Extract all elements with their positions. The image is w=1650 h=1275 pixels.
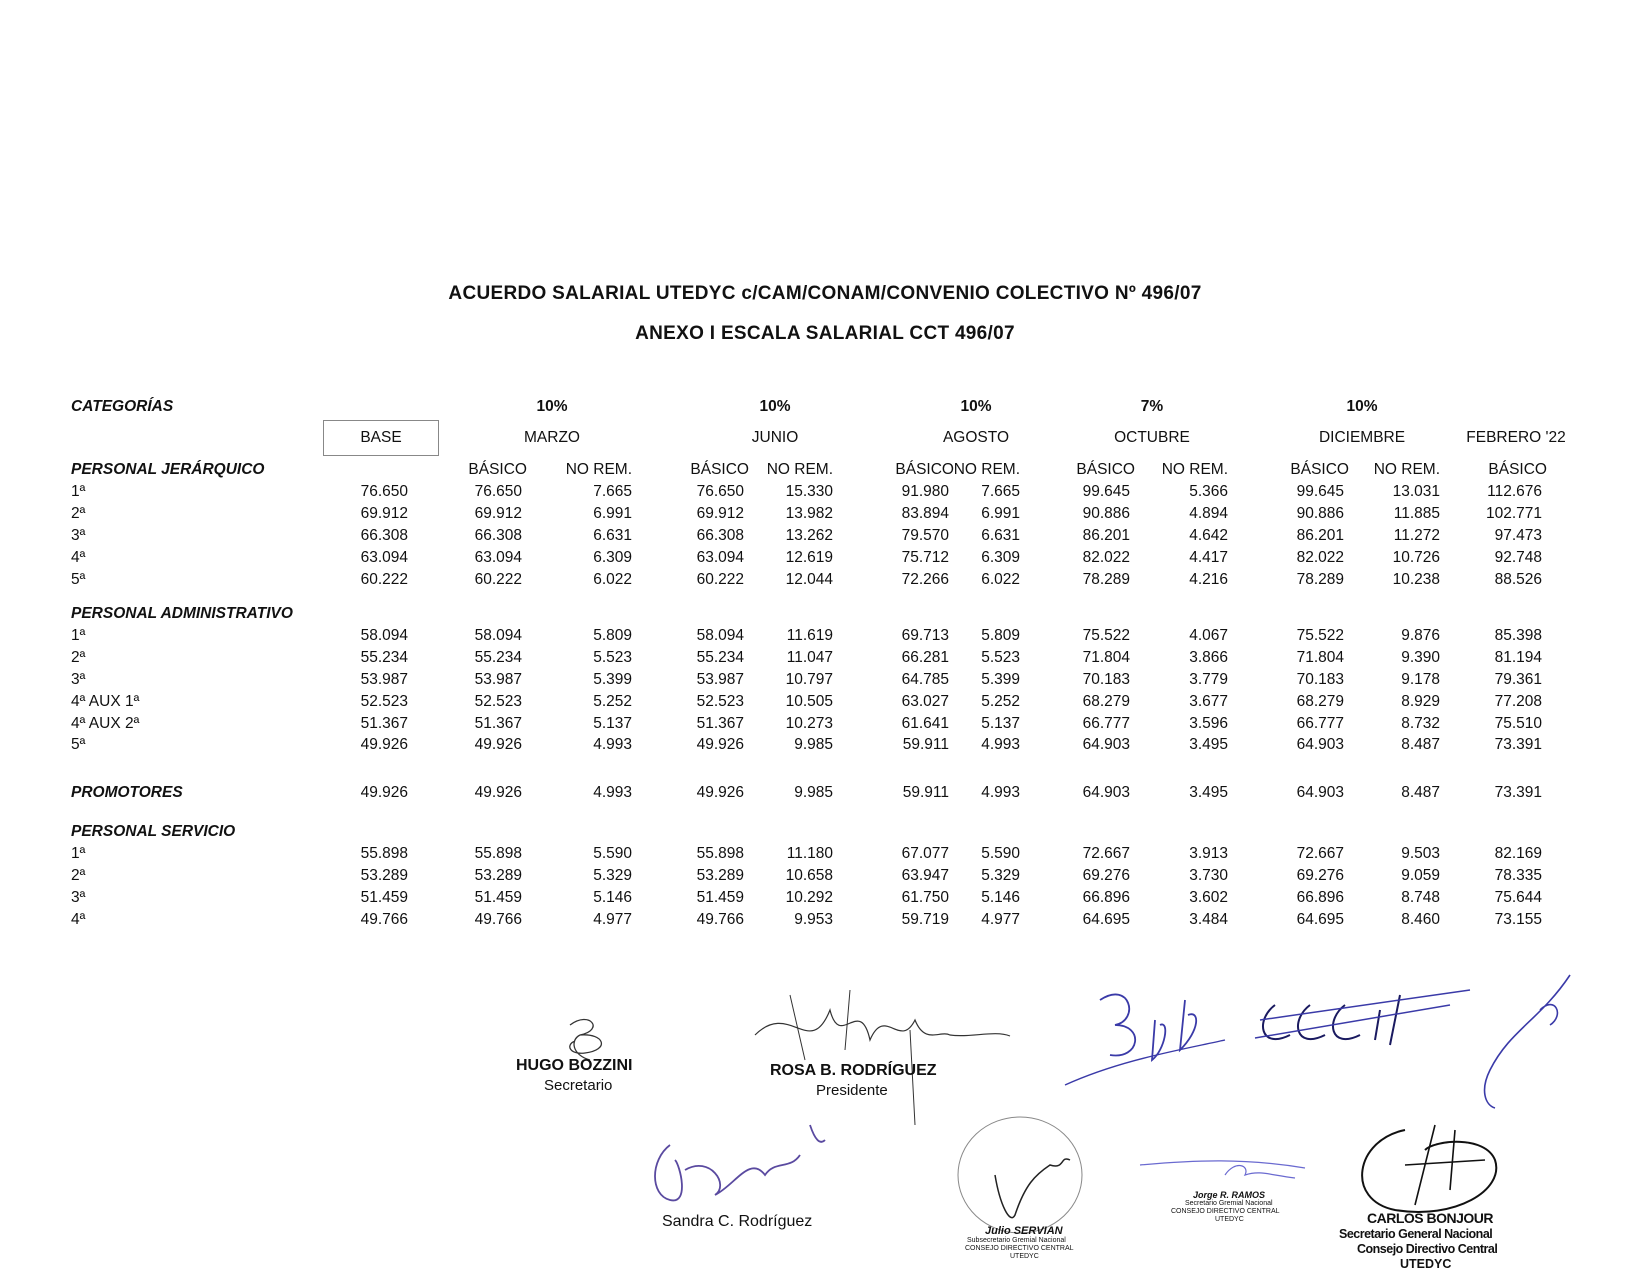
salary-value: 49.926	[696, 736, 744, 753]
salary-value: 66.308	[474, 527, 522, 544]
salary-value: 10.505	[785, 693, 833, 710]
salary-value: 75.644	[1494, 889, 1542, 906]
page-subtitle: ANEXO I ESCALA SALARIAL CCT 496/07	[635, 323, 1015, 344]
salary-value: 92.748	[1494, 549, 1542, 566]
salary-value: 51.367	[360, 715, 408, 732]
salary-value: 77.208	[1494, 693, 1542, 710]
salary-value: 4.417	[1189, 549, 1228, 566]
salary-value: 3.495	[1189, 736, 1228, 753]
signature-scribble-icon	[1345, 1120, 1525, 1220]
salary-value: 6.631	[981, 527, 1020, 544]
section-title: PERSONAL SERVICIO	[71, 823, 236, 840]
category-label: 4ª	[71, 911, 86, 928]
salary-value: 6.309	[981, 549, 1020, 566]
salary-value: 5.399	[593, 671, 632, 688]
salary-value: 99.645	[1082, 483, 1130, 500]
salary-value: 66.896	[1296, 889, 1344, 906]
signature-scribble-icon	[1250, 980, 1480, 1060]
salary-value: 3.913	[1189, 845, 1228, 862]
salary-value: 68.279	[1296, 693, 1344, 710]
salary-value: 10.273	[785, 715, 833, 732]
salary-value: 11.619	[786, 627, 833, 644]
basico-column-header: BÁSICO	[468, 461, 527, 478]
no-rem-column-header: NO REM.	[953, 461, 1020, 478]
salary-value: 90.886	[1082, 505, 1130, 522]
basico-column-header: BÁSICO	[1488, 461, 1547, 478]
salary-value: 55.898	[360, 845, 408, 862]
salary-value: 9.390	[1401, 649, 1440, 666]
salary-value: 8.929	[1401, 693, 1440, 710]
month-header: JUNIO	[751, 429, 799, 446]
signer-org2: UTEDYC	[1010, 1253, 1039, 1260]
salary-value: 75.712	[901, 549, 949, 566]
signer-role: Subsecretario Gremial Nacional	[967, 1237, 1066, 1244]
signature-scribble-icon	[1135, 1150, 1320, 1190]
salary-value: 6.631	[593, 527, 632, 544]
salary-value: 49.926	[474, 784, 522, 801]
signer-role: Secretario	[544, 1077, 613, 1094]
salary-value: 61.750	[901, 889, 949, 906]
category-label: 4ª AUX 2ª	[71, 715, 140, 732]
salary-value: 49.766	[474, 911, 522, 928]
salary-value: 66.777	[1082, 715, 1130, 732]
signer-name: CARLOS BONJOUR	[1367, 1210, 1494, 1226]
salary-value: 59.911	[902, 784, 949, 801]
salary-value: 3.596	[1189, 715, 1228, 732]
salary-value: 5.329	[593, 867, 632, 884]
salary-value: 10.797	[785, 671, 833, 688]
salary-value: 69.276	[1082, 867, 1130, 884]
salary-value: 53.289	[474, 867, 522, 884]
category-label: 2ª	[71, 505, 86, 522]
salary-value: 97.473	[1494, 527, 1542, 544]
salary-value: 63.094	[696, 549, 744, 566]
salary-value: 49.926	[696, 784, 744, 801]
salary-value: 55.234	[474, 649, 522, 666]
salary-value: 5.329	[981, 867, 1020, 884]
signer-role: Presidente	[816, 1082, 888, 1099]
salary-value: 4.993	[593, 736, 632, 753]
salary-value: 5.523	[593, 649, 632, 666]
salary-value: 7.665	[593, 483, 632, 500]
salary-value: 5.399	[981, 671, 1020, 688]
salary-value: 11.885	[1393, 505, 1440, 522]
salary-value: 9.503	[1401, 845, 1440, 862]
section-title: PERSONAL ADMINISTRATIVO	[71, 605, 293, 622]
basico-column-header: BÁSICO	[1076, 461, 1135, 478]
salary-value: 5.252	[593, 693, 632, 710]
month-header: FEBRERO '22	[1466, 429, 1566, 446]
signer-name: Julio SERVIAN	[985, 1225, 1063, 1237]
salary-value: 5.809	[593, 627, 632, 644]
increase-percent: 7%	[1140, 398, 1164, 415]
salary-value: 83.894	[901, 505, 949, 522]
salary-value: 73.391	[1494, 784, 1542, 801]
salary-value: 11.272	[1393, 527, 1440, 544]
salary-value: 64.695	[1082, 911, 1130, 928]
salary-value: 60.222	[360, 571, 408, 588]
signature-crossed-initials	[1250, 980, 1480, 1060]
salary-value: 52.523	[696, 693, 744, 710]
salary-value: 69.912	[360, 505, 408, 522]
salary-value: 49.926	[360, 784, 408, 801]
salary-value: 5.523	[981, 649, 1020, 666]
salary-value: 53.987	[360, 671, 408, 688]
signer-org: CONSEJO DIRECTIVO CENTRAL	[965, 1245, 1074, 1252]
increase-percent: 10%	[759, 398, 791, 415]
month-header: OCTUBRE	[1114, 429, 1190, 446]
salary-value: 102.771	[1485, 505, 1542, 522]
signer-role: Secretario Gremial Nacional	[1185, 1200, 1273, 1207]
salary-value: 112.676	[1487, 483, 1542, 500]
salary-value: 51.367	[474, 715, 522, 732]
salary-value: 5.137	[593, 715, 632, 732]
salary-value: 58.094	[696, 627, 744, 644]
no-rem-column-header: NO REM.	[1161, 461, 1228, 478]
salary-value: 8.732	[1401, 715, 1440, 732]
category-label: 5ª	[71, 736, 86, 753]
salary-value: 8.460	[1401, 911, 1440, 928]
salary-value: 70.183	[1082, 671, 1130, 688]
salary-value: 64.903	[1082, 736, 1130, 753]
salary-value: 51.367	[696, 715, 744, 732]
category-label: 3ª	[71, 889, 86, 906]
salary-value: 73.155	[1494, 911, 1542, 928]
salary-value: 64.785	[901, 671, 949, 688]
signer-org: Consejo Directivo Central	[1357, 1242, 1498, 1256]
signer-org: CONSEJO DIRECTIVO CENTRAL	[1171, 1208, 1280, 1215]
salary-value: 79.570	[901, 527, 949, 544]
no-rem-column-header: NO REM.	[766, 461, 833, 478]
salary-value: 63.947	[901, 867, 949, 884]
salary-value: 76.650	[360, 483, 408, 500]
salary-value: 10.292	[785, 889, 833, 906]
salary-value: 9.985	[794, 736, 833, 753]
salary-value: 9.953	[794, 911, 833, 928]
salary-value: 4.977	[981, 911, 1020, 928]
salary-value: 86.201	[1082, 527, 1130, 544]
salary-value: 13.982	[785, 505, 833, 522]
salary-value: 53.987	[474, 671, 522, 688]
salary-value: 3.779	[1189, 671, 1228, 688]
salary-value: 49.766	[696, 911, 744, 928]
no-rem-column-header: NO REM.	[1373, 461, 1440, 478]
salary-value: 90.886	[1296, 505, 1344, 522]
signer-name: Jorge R. RAMOS	[1193, 1190, 1266, 1200]
category-label: 4ª AUX 1ª	[71, 693, 140, 710]
salary-value: 6.022	[593, 571, 632, 588]
salary-value: 3.677	[1189, 693, 1228, 710]
salary-value: 66.281	[901, 649, 949, 666]
category-label: 1ª	[71, 627, 86, 644]
salary-value: 4.977	[593, 911, 632, 928]
salary-value: 69.276	[1296, 867, 1344, 884]
increase-percent: 10%	[960, 398, 992, 415]
signature-vertical-stroke	[1470, 970, 1580, 1110]
category-label: 1ª	[71, 483, 86, 500]
salary-value: 4.993	[593, 784, 632, 801]
salary-value: 82.169	[1494, 845, 1542, 862]
salary-value: 71.804	[1082, 649, 1130, 666]
month-header: DICIEMBRE	[1318, 429, 1406, 446]
salary-value: 3.730	[1189, 867, 1228, 884]
page-title: ACUERDO SALARIAL UTEDYC c/CAM/CONAM/CONVENIO COLECTIVO Nº 496/07	[448, 283, 1202, 304]
salary-value: 11.180	[786, 845, 833, 862]
salary-value: 6.991	[593, 505, 632, 522]
salary-value: 71.804	[1296, 649, 1344, 666]
salary-value: 8.487	[1401, 784, 1440, 801]
salary-value: 53.289	[696, 867, 744, 884]
salary-value: 9.178	[1401, 671, 1440, 688]
basico-column-header: BÁSICO	[690, 461, 749, 478]
category-label: 3ª	[71, 527, 86, 544]
salary-value: 5.146	[981, 889, 1020, 906]
salary-value: 52.523	[474, 693, 522, 710]
signer-name: ROSA B. RODRÍGUEZ	[770, 1062, 937, 1079]
category-label: 2ª	[71, 867, 86, 884]
salary-value: 3.495	[1189, 784, 1228, 801]
salary-value: 59.911	[902, 736, 949, 753]
salary-value: 82.022	[1296, 549, 1344, 566]
no-rem-column-header: NO REM.	[565, 461, 632, 478]
salary-value: 64.903	[1082, 784, 1130, 801]
month-header: MARZO	[524, 429, 580, 446]
signature-hugo-bozzini	[510, 1005, 660, 1105]
salary-value: 10.658	[785, 867, 833, 884]
salary-value: 13.262	[785, 527, 833, 544]
salary-value: 52.523	[360, 693, 408, 710]
signature-scribble-icon	[750, 990, 1020, 1130]
salary-value: 66.308	[696, 527, 744, 544]
signature-rosa-rodriguez	[750, 990, 1020, 1130]
salary-value: 60.222	[696, 571, 744, 588]
salary-value: 6.991	[981, 505, 1020, 522]
salary-value: 60.222	[474, 571, 522, 588]
salary-value: 63.094	[474, 549, 522, 566]
signer-role: Secretario General Nacional	[1339, 1227, 1493, 1241]
salary-value: 73.391	[1494, 736, 1542, 753]
signer-name: HUGO BOZZINI	[516, 1057, 633, 1074]
salary-value: 3.866	[1189, 649, 1228, 666]
salary-value: 66.896	[1082, 889, 1130, 906]
salary-value: 64.903	[1296, 736, 1344, 753]
section-title: PERSONAL JERÁRQUICO	[71, 461, 265, 478]
salary-value: 11.047	[786, 649, 833, 666]
salary-value: 86.201	[1296, 527, 1344, 544]
salary-value: 53.987	[696, 671, 744, 688]
salary-value: 6.309	[593, 549, 632, 566]
salary-value: 69.912	[474, 505, 522, 522]
salary-value: 81.194	[1494, 649, 1542, 666]
salary-value: 12.619	[785, 549, 833, 566]
category-label: 4ª	[71, 549, 86, 566]
salary-value: 10.726	[1392, 549, 1440, 566]
salary-value: 72.266	[901, 571, 949, 588]
salary-value: 55.898	[696, 845, 744, 862]
categorias-label: CATEGORÍAS	[71, 398, 174, 415]
salary-value: 4.894	[1189, 505, 1228, 522]
salary-value: 82.022	[1082, 549, 1130, 566]
salary-value: 78.289	[1296, 571, 1344, 588]
salary-value: 8.748	[1401, 889, 1440, 906]
salary-value: 49.766	[360, 911, 408, 928]
increase-percent: 10%	[1346, 398, 1378, 415]
salary-value: 5.809	[981, 627, 1020, 644]
salary-value: 9.876	[1401, 627, 1440, 644]
salary-value: 75.510	[1494, 715, 1542, 732]
salary-value: 5.252	[981, 693, 1020, 710]
signer-org2: UTEDYC	[1215, 1216, 1244, 1223]
salary-value: 68.279	[1082, 693, 1130, 710]
salary-value: 3.484	[1189, 911, 1228, 928]
month-header: AGOSTO	[942, 429, 1010, 446]
salary-value: 5.366	[1189, 483, 1228, 500]
salary-value: 12.044	[785, 571, 833, 588]
salary-value: 4.642	[1189, 527, 1228, 544]
salary-value: 10.238	[1392, 571, 1440, 588]
signer-name: Sandra C. Rodríguez	[662, 1213, 813, 1230]
salary-value: 64.695	[1296, 911, 1344, 928]
salary-value: 15.330	[785, 483, 833, 500]
salary-value: 61.641	[901, 715, 949, 732]
salary-value: 4.216	[1189, 571, 1228, 588]
salary-value: 58.094	[474, 627, 522, 644]
signature-jorge-ramos	[1135, 1150, 1320, 1230]
salary-value: 76.650	[696, 483, 744, 500]
salary-value: 72.667	[1082, 845, 1130, 862]
salary-value: 85.398	[1494, 627, 1542, 644]
basico-column-header: BÁSICO	[1290, 461, 1349, 478]
increase-percent: 10%	[536, 398, 568, 415]
signature-blue-initials	[1060, 980, 1230, 1090]
salary-value: 79.361	[1494, 671, 1542, 688]
salary-value: 55.234	[360, 649, 408, 666]
salary-value: 6.022	[981, 571, 1020, 588]
category-label: 5ª	[71, 571, 86, 588]
salary-value: 4.993	[981, 736, 1020, 753]
salary-value: 7.665	[981, 483, 1020, 500]
salary-value: 8.487	[1401, 736, 1440, 753]
salary-value: 13.031	[1392, 483, 1440, 500]
salary-value: 69.713	[901, 627, 949, 644]
salary-value: 51.459	[360, 889, 408, 906]
category-label: 2ª	[71, 649, 86, 666]
salary-value: 69.912	[696, 505, 744, 522]
salary-value: 75.522	[1296, 627, 1344, 644]
signature-scribble-icon	[1470, 970, 1580, 1110]
signature-scribble-icon	[640, 1115, 840, 1215]
salary-value: 78.335	[1494, 867, 1542, 884]
signer-org2: UTEDYC	[1400, 1257, 1452, 1271]
salary-value: 75.522	[1082, 627, 1130, 644]
salary-value: 53.289	[360, 867, 408, 884]
signature-carlos-bonjour	[1339, 1120, 1525, 1271]
salary-value: 51.459	[474, 889, 522, 906]
salary-value: 5.137	[981, 715, 1020, 732]
category-label: 3ª	[71, 671, 86, 688]
salary-value: 5.146	[593, 889, 632, 906]
section-title: PROMOTORES	[71, 784, 183, 801]
salary-value: 4.993	[981, 784, 1020, 801]
salary-value: 67.077	[901, 845, 949, 862]
salary-value: 78.289	[1082, 571, 1130, 588]
category-label: 1ª	[71, 845, 86, 862]
salary-value: 63.094	[360, 549, 408, 566]
salary-value: 64.903	[1296, 784, 1344, 801]
salary-value: 59.719	[901, 911, 949, 928]
salary-value: 51.459	[696, 889, 744, 906]
salary-value: 72.667	[1296, 845, 1344, 862]
salary-value: 58.094	[360, 627, 408, 644]
signature-julio-servian	[955, 1115, 1090, 1265]
signature-scribble-icon	[1060, 980, 1230, 1090]
salary-value: 9.985	[794, 784, 833, 801]
basico-column-header: BÁSICO	[895, 461, 954, 478]
base-column-header: BASE	[323, 420, 439, 456]
salary-value: 70.183	[1296, 671, 1344, 688]
salary-value: 49.926	[360, 736, 408, 753]
salary-value: 88.526	[1494, 571, 1542, 588]
salary-value: 5.590	[593, 845, 632, 862]
salary-value: 3.602	[1189, 889, 1228, 906]
salary-value: 55.234	[696, 649, 744, 666]
salary-value: 49.926	[474, 736, 522, 753]
salary-value: 66.777	[1296, 715, 1344, 732]
salary-value: 55.898	[474, 845, 522, 862]
salary-value: 99.645	[1296, 483, 1344, 500]
salary-value: 91.980	[901, 483, 949, 500]
salary-value: 66.308	[360, 527, 408, 544]
salary-value: 4.067	[1189, 627, 1228, 644]
salary-value: 76.650	[474, 483, 522, 500]
signature-sandra-rodriguez	[640, 1115, 840, 1245]
salary-value: 63.027	[901, 693, 949, 710]
salary-value: 5.590	[981, 845, 1020, 862]
salary-value: 9.059	[1401, 867, 1440, 884]
